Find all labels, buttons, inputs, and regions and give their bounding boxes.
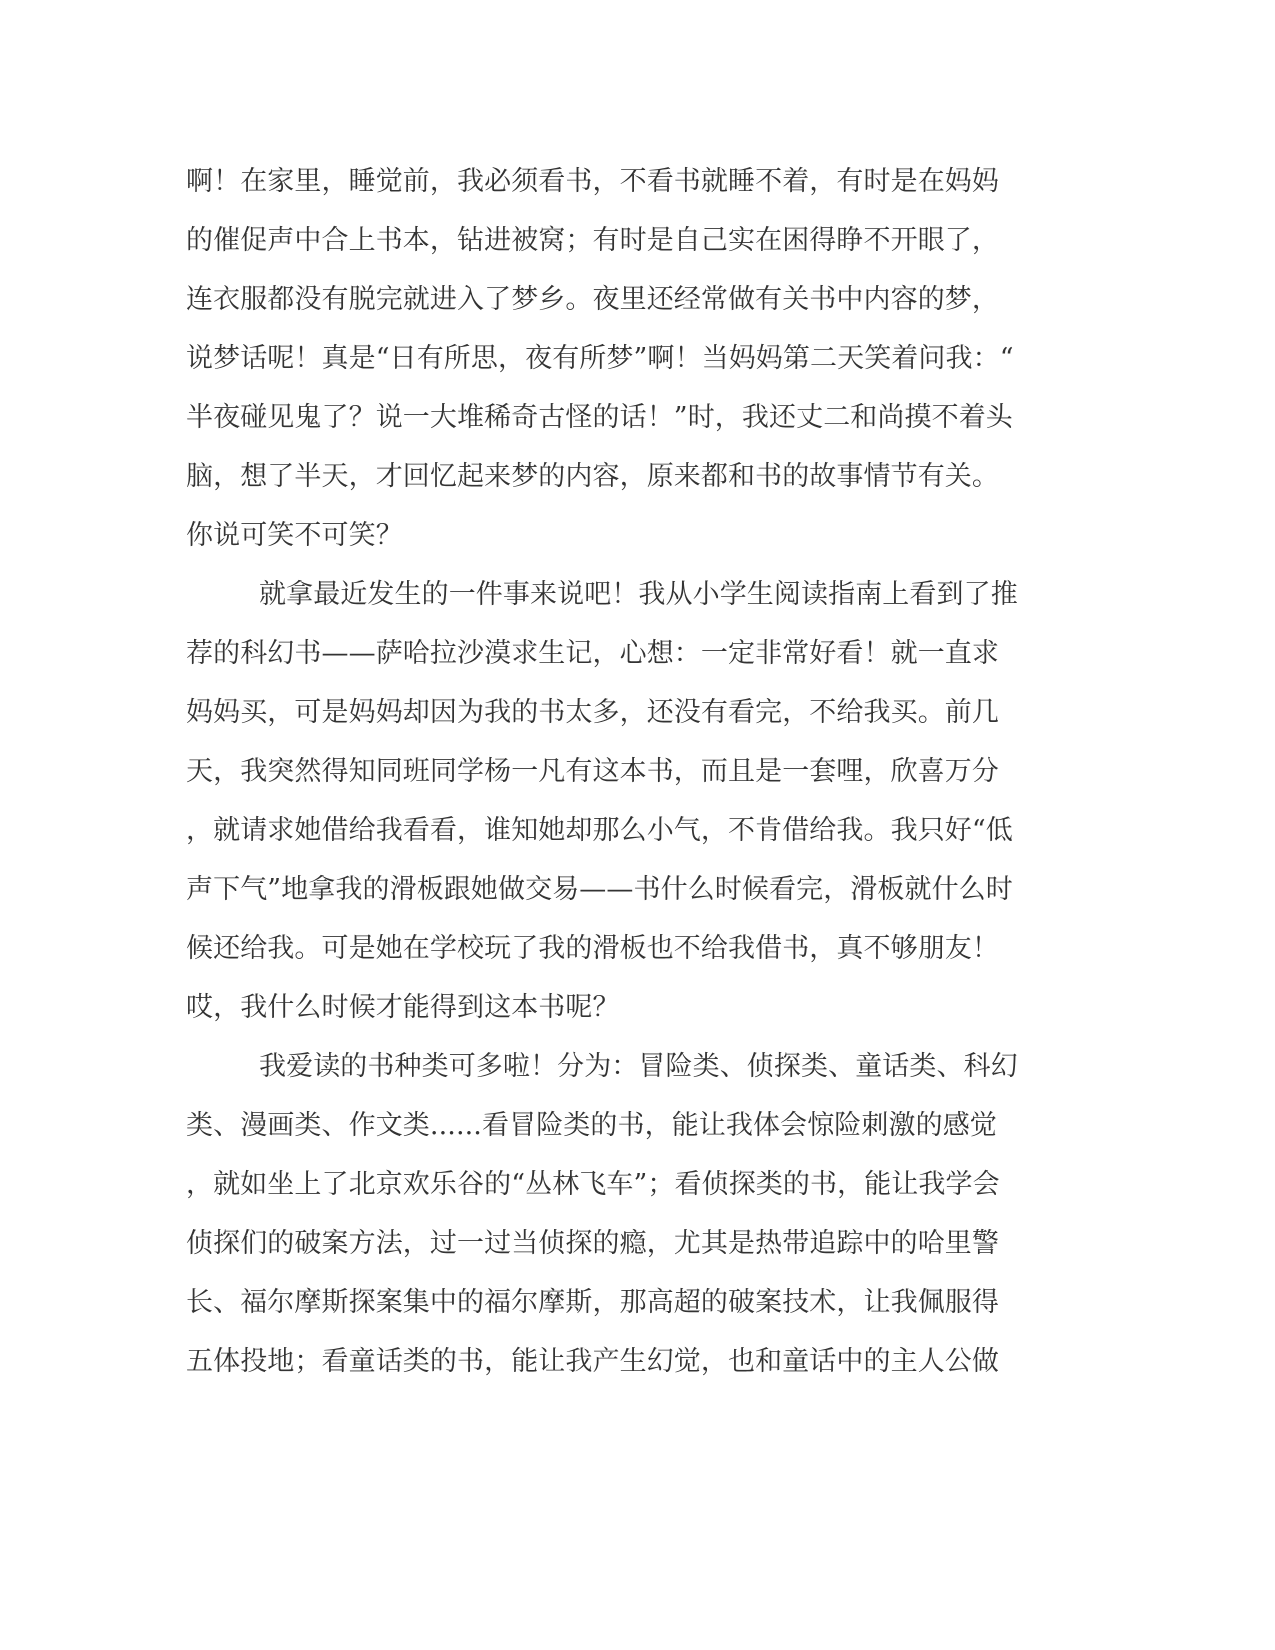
text-line-21: 五体投地；看童话类的书，能让我产生幻觉，也和童话中的主人公做: [186, 1346, 999, 1377]
text-line-14: 候还给我。可是她在学校玩了我的滑板也不给我借书，真不够朋友！: [186, 933, 999, 964]
text-line-4: 说梦话呢！真是“日有所思，夜有所梦”啊！当妈妈第二天笑着问我：“: [186, 343, 1014, 374]
text-line-6: 脑，想了半天，才回忆起来梦的内容，原来都和书的故事情节有关。: [186, 461, 999, 492]
text-line-2: 的催促声中合上书本，钻进被窝；有时是自己实在困得睁不开眼了，: [186, 225, 999, 256]
text-line-19: 侦探们的破案方法，过一过当侦探的瘾，尤其是热带追踪中的哈里警: [186, 1228, 999, 1259]
text-line-13: 声下气”地拿我的滑板跟她做交易——书什么时候看完，滑板就什么时: [186, 874, 1013, 905]
text-line-3: 连衣服都没有脱完就进入了梦乡。夜里还经常做有关书中内容的梦，: [186, 284, 999, 315]
text-line-16: 我爱读的书种类可多啦！分为：冒险类、侦探类、童话类、科幻: [259, 1051, 1018, 1082]
text-line-17: 类、漫画类、作文类......看冒险类的书，能让我体会惊险刺激的感觉: [186, 1110, 997, 1141]
text-line-20: 长、福尔摩斯探案集中的福尔摩斯，那高超的破案技术，让我佩服得: [186, 1287, 999, 1318]
text-line-1: 啊！在家里，睡觉前，我必须看书，不看书就睡不着，有时是在妈妈: [186, 166, 999, 197]
text-line-9: 荐的科幻书——萨哈拉沙漠求生记，心想：一定非常好看！就一直求: [186, 638, 999, 669]
text-line-12: ，就请求她借给我看看，谁知她却那么小气，不肯借给我。我只好“低: [186, 815, 1013, 846]
text-line-5: 半夜碰见鬼了？说一大堆稀奇古怪的话！”时，我还丈二和尚摸不着头: [186, 402, 1013, 433]
text-line-18: ，就如坐上了北京欢乐谷的“丛林飞车”；看侦探类的书，能让我学会: [186, 1169, 1000, 1200]
text-line-8: 就拿最近发生的一件事来说吧！我从小学生阅读指南上看到了推: [259, 579, 1018, 610]
text-line-7: 你说可笑不可笑？: [186, 520, 403, 551]
text-line-15: 哎，我什么时候才能得到这本书呢？: [186, 992, 620, 1023]
text-line-11: 天，我突然得知同班同学杨一凡有这本书，而且是一套哩，欣喜万分: [186, 756, 999, 787]
text-line-10: 妈妈买，可是妈妈却因为我的书太多，还没有看完，不给我买。前几: [186, 697, 999, 728]
